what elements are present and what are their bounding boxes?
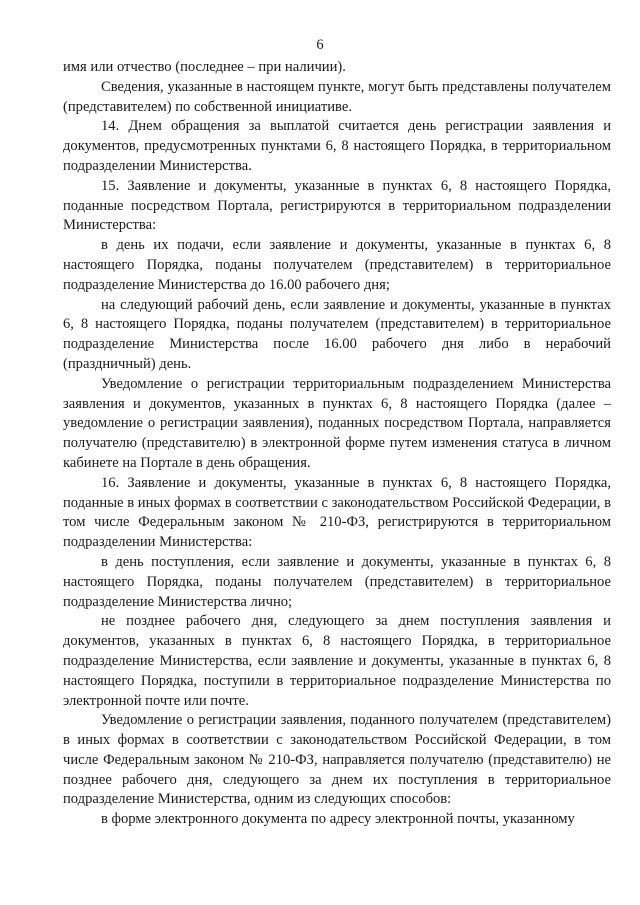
paragraph-truncated: в форме электронного документа по адресу электронной почты, указанному (101, 811, 575, 828)
paragraph-clause-15: 15. Заявление и документы, указанные в пунктах 6, 8 настоящего Порядка, поданные посредством Портала, регистрируются в территориальном подразделении Министерства: (63, 177, 611, 234)
paragraph: Уведомление о регистрации территориальным подразделением Министерства заявления и документов, указанных в пунктах 6, 8 настоящего Порядка (далее – уведомление о регистрации заявления), поданных посредством Портала, направляется получателю (представителю) в электронной форме путем изменения статуса в личном кабинете на Портале в день обращения. (63, 375, 611, 471)
page-number: 6 (316, 37, 324, 53)
paragraph-continuation: имя или отчество (последнее – при наличии). (63, 59, 346, 75)
document-body (63, 58, 611, 830)
paragraph-clause-14: 14. Днем обращения за выплатой считается день регистрации заявления и документов, предусмотренных пунктами 6, 8 настоящего Порядка, в территориальном подразделении Министерства. (63, 118, 611, 174)
paragraph: не позднее рабочего дня, следующего за днем поступления заявления и документов, указанных в пунктах 6, 8 настоящего Порядка, в территориальное подразделение Министерства, если заявление и документы, указанные в пунктах 6, 8 настоящего Порядка, поступили в территориальное подразделение Министерства по электронной почте или почте. (63, 613, 611, 709)
paragraph: на следующий рабочий день, если заявление и документы, указанные в пунктах 6, 8 настоящего Порядка, поданы получателем (представителем) в территориальное подразделение Министерства после 16.00 рабочего дня либо в нерабочий (праздничный) день. (63, 296, 611, 372)
paragraph: в день поступления, если заявление и документы, указанные в пунктах 6, 8 настоящего Порядка, поданы получателем (представителем) в территориальное подразделение Министерства лично; (63, 553, 611, 610)
paragraph: Уведомление о регистрации заявления, поданного получателем (представителем) в иных формах в соответствии с законодательством Российской Федерации, в том числе Федеральным законом № 210-ФЗ, направляется получателю (представителю) не позднее рабочего дня, следующего за днем их поступления в территориальное подразделение Министерства, одним из следующих способов: (63, 712, 611, 808)
paragraph: Сведения, указанные в настоящем пункте, могут быть представлены получателем (представителем) по собственной инициативе. (63, 78, 611, 115)
paragraph: в день их подачи, если заявление и документы, указанные в пунктах 6, 8 настоящего Порядка, поданы получателем (представителем) в территориальное подразделение Министерства до 16.00 рабочего дня; (63, 237, 611, 293)
paragraph-clause-16: 16. Заявление и документы, указанные в пунктах 6, 8 настоящего Порядка, поданные в иных формах в соответствии с законодательством Российской Федерации, в том числе Федеральным законом № 210-ФЗ, регистрируются в территориальном подразделении Министерства: (63, 474, 611, 551)
